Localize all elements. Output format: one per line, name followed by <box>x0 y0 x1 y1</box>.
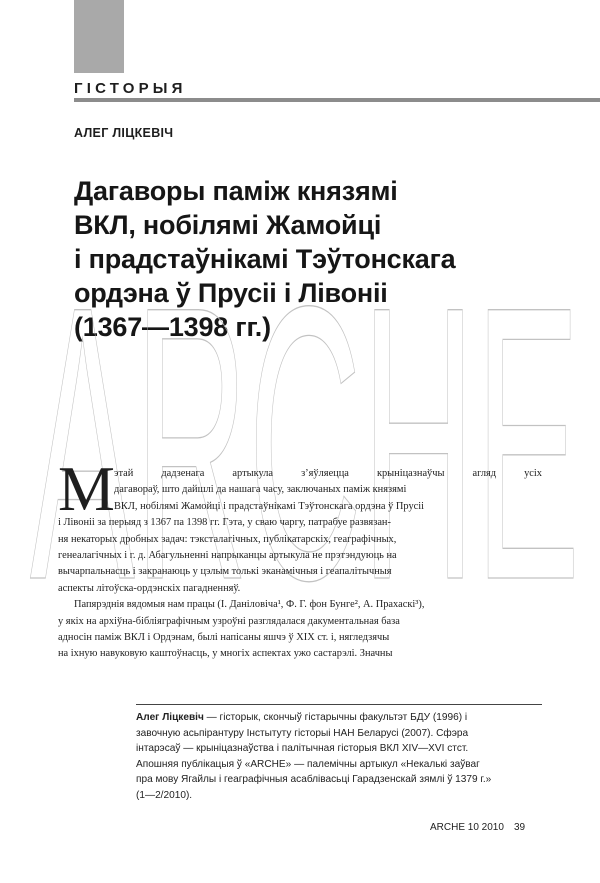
body-line: у якіх на архіўна-бібліяграфічным узроўні разглядалася дакументальная база <box>58 615 400 627</box>
watermark-text: ARCHE <box>30 225 580 661</box>
title-line: ВКЛ, нобілямі Жамойці <box>74 210 382 240</box>
body-line: генеалагічных і г. д. Абагульненні напрыканцы артыкула не прэтэндуюць на <box>58 550 397 562</box>
author-name: АЛЕГ ЛІЦКЕВІЧ <box>74 126 174 140</box>
bio-line: інтарэсаў — крыніцазнаўства і палітычная гісторыя ВКЛ XIV—XVI стст. <box>136 743 469 754</box>
bio-line-text: — гісторык, скончыў гістарычны факультэт БДУ (1996) і <box>203 712 468 723</box>
body-line: і Лівоніі за перыяд з 1367 па 1398 гг. Гэта, у сваю чаргу, патрабуе развязан- <box>58 517 391 529</box>
journal-issue: ARCHE 10 2010 <box>430 822 504 833</box>
title-line: ордэна ў Прусіі і Лівоніі <box>74 278 388 308</box>
page-footer <box>430 822 525 833</box>
bio-line: Апошняя публікацыя ў «ARCHE» — палемічны артыкул «Некалькі заўваг <box>136 758 480 770</box>
author-bio <box>136 710 546 803</box>
section-rule <box>74 98 600 102</box>
bio-line: завочную асьпірантуру Інстытуту гісторыі НАН Беларусі (2007). Сфэра <box>136 727 469 739</box>
page-number: 39 <box>513 822 526 833</box>
bio-line <box>136 710 546 726</box>
bio-name: Алег Ліцкевіч <box>136 712 204 723</box>
bio-rule <box>136 704 542 705</box>
body-line: дагавораў, што дайшлі да нашага часу, заключаных паміж князямі <box>114 484 407 496</box>
article-body <box>58 466 542 663</box>
body-line: на іхную навуковую каштоўнасць, у многіх аспектах ужо састарэлі. Значны <box>58 648 393 660</box>
body-line: вычарпальнасць і закранаюць у цэлым толькі эканамічныя і геапалітычныя <box>58 566 392 578</box>
bio-line: пра мову Ягайлы і геаграфічныя асаблівасьці Гарадзенскай зямлі ў 1379 г.» <box>136 774 492 785</box>
body-line: аспекты літоўска-ордэнскіх пагадненняў. <box>58 582 241 594</box>
section-tab-block <box>74 0 124 73</box>
body-line: Папярэднія вядомыя нам працы (І. Даніловіча¹, Ф. Г. фон Бунге², А. Прахаскі³), <box>74 599 425 611</box>
title-line: і прадстаўнікамі Тэўтонскага <box>74 244 456 274</box>
bio-line: (1—2/2010). <box>136 789 193 801</box>
title-line: (1367—1398 гг.) <box>74 312 271 342</box>
body-line: ня некаторых дробных задач: тэксталагічных, публікатарскіх, геаграфічных, <box>58 533 397 545</box>
section-label: ГІСТОРЫЯ <box>74 80 187 97</box>
body-line: ВКЛ, нобілямі Жамойці і прадстаўнікамі Тэўтонскага ордэна ў Прусіі <box>114 500 425 512</box>
drop-cap: М <box>58 453 115 524</box>
title-line: Дагаворы паміж князямі <box>74 176 398 206</box>
body-line: этай дадзенага артыкула з’яўляецца крыніцазнаўчы агляд усіх <box>114 468 542 479</box>
body-line: адносін паміж ВКЛ і Ордэнам, былі напісаны яшчэ ў XIX ст. і, нягледзячы <box>58 632 390 644</box>
article-title <box>74 174 594 344</box>
